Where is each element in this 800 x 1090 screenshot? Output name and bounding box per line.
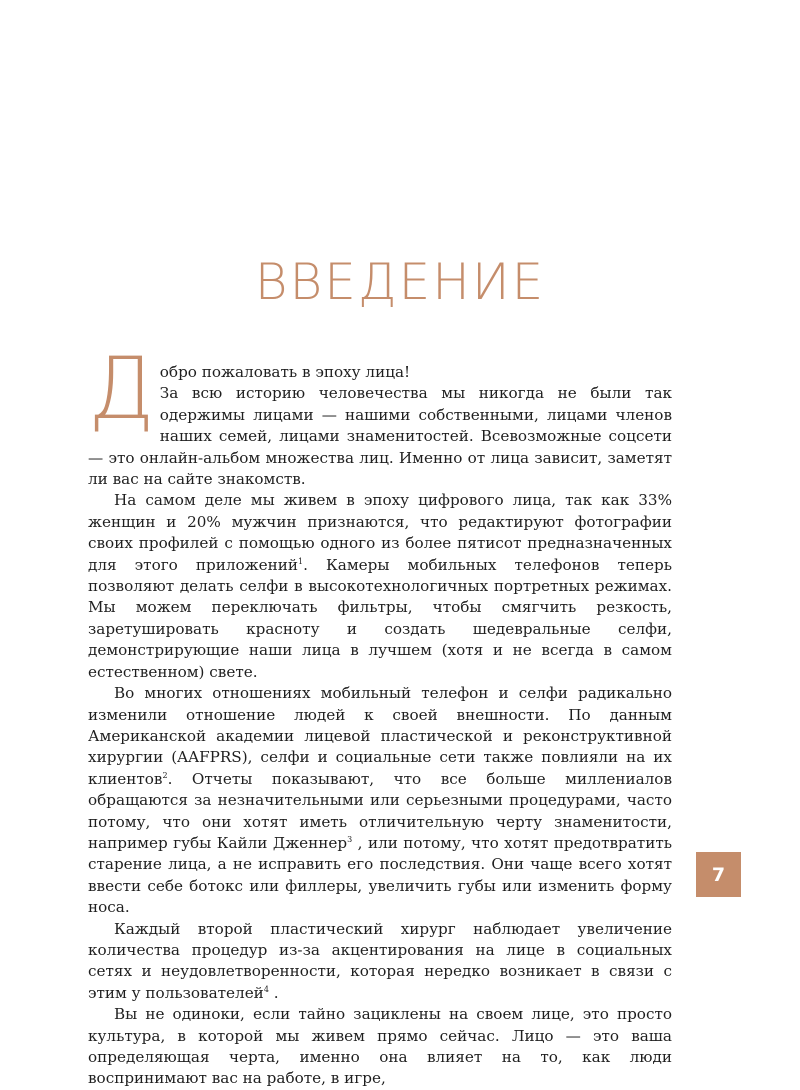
paragraph-obsession [88,383,672,490]
paragraph-text: Вы не одиноки, если тайно зациклены на своем лице, это просто культура, в которой мы живем прямо сейчас. Лицо — это ваша определяющая черта, именно она влияет на то, как люди воспринимают вас на работе, в игре, [88,1005,672,1088]
chapter-title: ВВЕДЕНИЕ [254,253,546,311]
footnote-ref-1: 1 [298,556,304,566]
paragraph-text: За всю историю человечества мы никогда не были так одержимы лицами — нашими собственными, лицами членов наших семей, лицами знаменитостей. Всевозможные соцсети — это онлайн-альбом множества лиц. Именно от лица зависит, заметят ли вас на сайте знакомств. [88,384,672,489]
paragraph-text: . Отчеты показывают, что все больше миллениалов обращаются за незначительными или серьезными процедурами, часто потому, что они хотят иметь отличительную черту знаменитости, например губы Кайли Дженнер [88,769,672,852]
paragraph-text: , или потому, что хотят предотвратить старение лица, а не исправить его последствия. Они чаще всего хотят ввести себе ботокс или филлеры, увеличить губы или изменить форму носа. [88,833,672,917]
paragraph-not-alone [88,1004,672,1090]
paragraph-text: . [268,983,279,1002]
greeting-text: обро пожаловать в эпоху лица! [159,363,411,381]
paragraph-text: . Камеры мобильных телефонов теперь позволяют делать селфи в высокотехнологичных портретных режимах. Мы можем переключать фильтры, чтобы смягчить резкость, заретушировать красноту и создать шедевральные селфи, демонстрирующие наши лица в лучшем (хотя и не всегда в самом естественном) свете. [88,555,672,681]
footnote-ref-4: 4 [263,984,269,994]
paragraph-greeting [88,362,672,383]
paragraph-digital-face [88,490,672,683]
paragraph-selfie-impact [88,683,672,918]
drop-cap: Д [88,339,155,439]
paragraph-text: На самом деле мы живем в эпоху цифрового лица, так как 33% женщин и 20% мужчин признаются, что редактируют фотографии своих профилей с помощью одного из более пятисот предназначенных для этого приложений [88,491,672,574]
footnote-ref-3: 3 [347,834,353,844]
footnote-ref-2: 2 [162,770,168,780]
body-text [88,339,672,1090]
paragraph-text: Во многих отношениях мобильный телефон и селфи радикально изменили отношение людей к своей внешности. По данным Американской академии лицевой пластической и реконструктивной хирургии (AAFPRS), селфи и социальные сети также повлияли на их клиентов [88,684,672,788]
paragraph-text: Каждый второй пластический хирург наблюдает увеличение количества процедур из-за акцентирования на лице в социальных сетях и неудовлетворенности, которая нередко возникает в связи с этим у пользователей [88,919,672,1002]
page-number-badge [696,852,741,897]
paragraph-surgeons [88,919,672,1005]
page-number: 7 [711,863,726,886]
